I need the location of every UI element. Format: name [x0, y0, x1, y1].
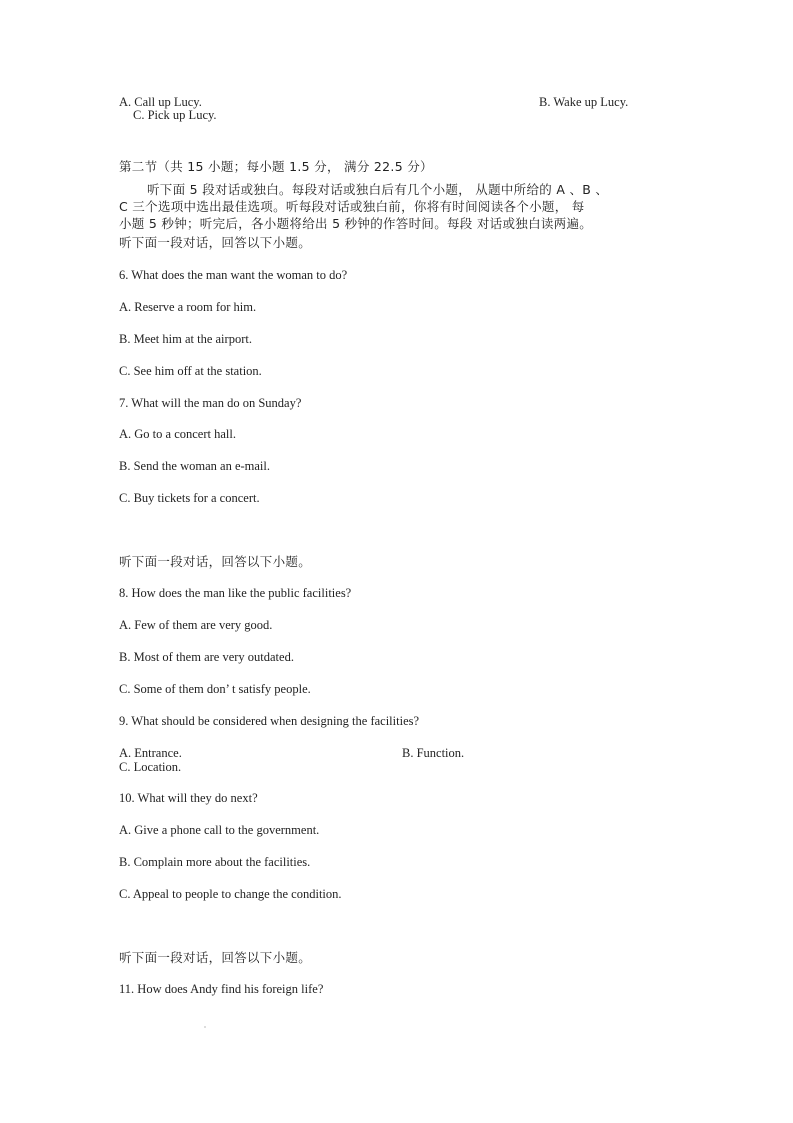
- question-9: 9. What should be considered when designing the facilities?: [119, 714, 420, 728]
- q8-option-a: A. Few of them are very good.: [119, 618, 273, 632]
- question-7: 7. What will the man do on Sunday?: [119, 396, 302, 410]
- q10-option-a: A. Give a phone call to the government.: [119, 823, 320, 837]
- q7-option-b: B. Send the woman an e-mail.: [119, 459, 271, 473]
- speck-mark: [204, 1026, 206, 1028]
- dialogue-lead-3: 听下面一段对话，回答以下小题。: [119, 950, 312, 965]
- q9-option-b: B. Function.: [402, 746, 465, 760]
- instruction-line-3: 小题 5 秒钟；听完后，各小题将给出 5 秒钟的作答时间。每段 对话或独白读两遍。: [119, 216, 593, 231]
- dialogue-lead-1: 听下面一段对话，回答以下小题。: [119, 235, 312, 250]
- q5-option-b: B. Wake up Lucy.: [539, 95, 629, 109]
- q5-option-a: A. Call up Lucy.: [119, 95, 202, 109]
- q7-option-a: A. Go to a concert hall.: [119, 427, 236, 441]
- instruction-line-2: C 三个选项中选出最佳选项。听每段对话或独白前，你将有时间阅读各个小题， 每: [119, 199, 585, 214]
- question-10: 10. What will they do next?: [119, 791, 258, 805]
- question-11: 11. How does Andy find his foreign life?: [119, 982, 324, 996]
- q10-option-b: B. Complain more about the facilities.: [119, 855, 311, 869]
- q9-option-c: C. Location.: [119, 760, 182, 774]
- q8-option-b: B. Most of them are very outdated.: [119, 650, 294, 664]
- question-8: 8. How does the man like the public facilities?: [119, 586, 352, 600]
- section-heading: 第二节（共 15 小题；每小题 1.5 分， 满分 22.5 分）: [119, 159, 433, 174]
- q7-option-c: C. Buy tickets for a concert.: [119, 491, 260, 505]
- q6-option-b: B. Meet him at the airport.: [119, 332, 252, 346]
- q10-option-c: C. Appeal to people to change the condition.: [119, 887, 342, 901]
- q6-option-c: C. See him off at the station.: [119, 364, 262, 378]
- q8-option-c: C. Some of them don’ t satisfy people.: [119, 682, 311, 696]
- question-6: 6. What does the man want the woman to do?: [119, 268, 348, 282]
- dialogue-lead-2: 听下面一段对话，回答以下小题。: [119, 554, 312, 569]
- instruction-line-1: 听下面 5 段对话或独白。每段对话或独白后有几个小题， 从题中所给的 A 、B 、: [147, 182, 609, 197]
- q5-option-c: C. Pick up Lucy.: [133, 108, 217, 122]
- q6-option-a: A. Reserve a room for him.: [119, 300, 257, 314]
- q9-option-a: A. Entrance.: [119, 746, 182, 760]
